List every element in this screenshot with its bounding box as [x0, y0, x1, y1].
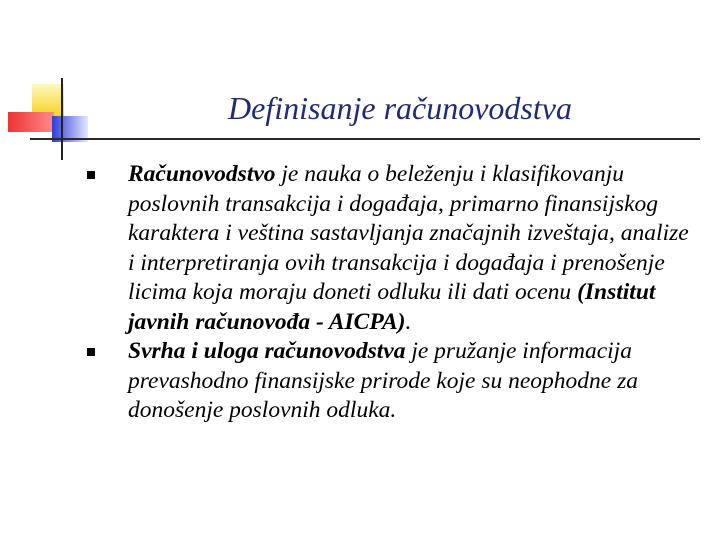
- square-bullet-icon: [87, 348, 95, 356]
- slide-title: Definisanje računovodstva: [228, 90, 572, 126]
- deco-red-bar: [8, 112, 54, 132]
- bullet-term: Svrha i uloga računovodstva: [128, 338, 406, 364]
- bullet-text: je nauka o beleženju i klasifikovanju poslovnih transakcija i događaja, primarno finansijskog karaktera i veština sastavljanja značajnih izveštaja, analize i interpretiranja ovih transakcija i događaja i prenošenje licima koja moraju doneti odluku ili dati ocenu: [128, 161, 689, 305]
- bullet-text-end: .: [405, 308, 412, 335]
- bullet-text: je pružanje informacija prevashodno finansijske prirode koje su neophodne za donošenje poslovnih odluka.: [128, 338, 638, 423]
- bullet-item: [0, 337, 698, 426]
- bullet-term: Računovodstvo: [128, 161, 276, 187]
- corner-decoration: [0, 0, 100, 170]
- bullet-source: (Institut javnih računovođa - AICPA): [128, 279, 656, 335]
- bullet-item: [0, 160, 698, 337]
- title-divider: [30, 138, 700, 140]
- bullet-list: [0, 160, 720, 426]
- square-bullet-icon: [87, 171, 95, 179]
